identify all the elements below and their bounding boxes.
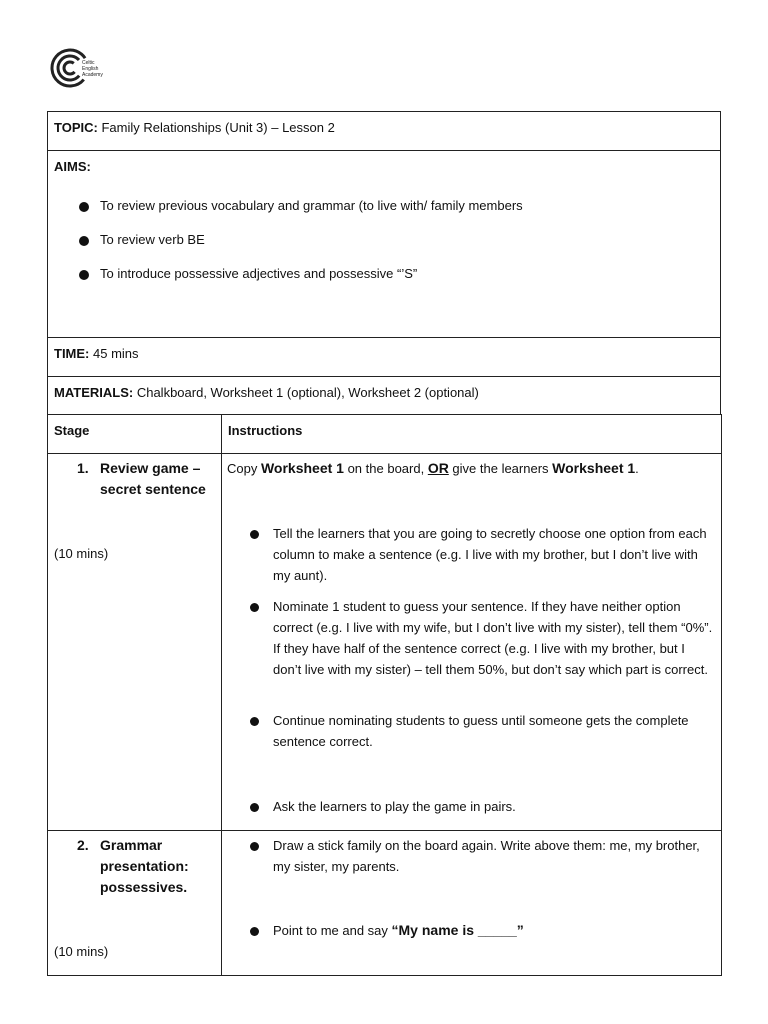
stage1-title-line2: secret sentence: [100, 481, 206, 497]
instructions-header-cell: [222, 415, 722, 454]
stage1-intro: Copy Worksheet 1 on the board, OR give the learners Worksheet 1.: [227, 460, 639, 476]
instructions-header: Instructions: [228, 423, 303, 438]
topic-label: TOPIC:: [54, 120, 98, 135]
bullet-icon: [79, 270, 89, 280]
time-label: TIME:: [54, 346, 90, 361]
stage1-title-line1: Review game –: [100, 460, 201, 476]
stage2-last-bullet: Point to me and say “My name is _____”: [273, 922, 524, 938]
materials-row: [47, 376, 721, 415]
bullet-icon: [250, 842, 259, 851]
stage2-title-line3: possessives.: [100, 879, 188, 895]
stage2-duration: (10 mins): [54, 944, 109, 959]
stage1-duration: (10 mins): [54, 546, 109, 561]
materials-value: Chalkboard, Worksheet 1 (optional), Worksheet 2 (optional): [136, 385, 479, 400]
stage2-title-line2: presentation:: [100, 858, 189, 874]
bullet-icon: [250, 717, 259, 726]
time-row: [47, 337, 721, 377]
aim-item: To introduce possessive adjectives and possessive “’S”: [100, 266, 418, 281]
bullet-icon: [250, 603, 259, 612]
bullet-icon: [250, 530, 259, 539]
logo-text: Celtic English Academy: [82, 60, 103, 78]
topic-row: [47, 111, 721, 151]
stage2-bullet: Draw a stick family on the board again. Write above them: me, my brother, my sister, my parents.: [273, 838, 700, 874]
stage2-number: 2.: [77, 837, 89, 853]
bullet-icon: [79, 202, 89, 212]
stage1-bullet: Ask the learners to play the game in pairs.: [273, 799, 516, 814]
time-value: 45 mins: [93, 346, 139, 361]
topic-value: Family Relationships (Unit 3) – Lesson 2: [101, 120, 335, 135]
materials-label: MATERIALS:: [54, 385, 134, 400]
stage1-number: 1.: [77, 460, 89, 476]
bullet-icon: [250, 803, 259, 812]
stage-header-cell: [48, 415, 222, 454]
bullet-icon: [250, 927, 259, 936]
aims-label: AIMS:: [54, 159, 91, 174]
bullet-icon: [79, 236, 89, 246]
stage1-bullet: Nominate 1 student to guess your sentence. If they have neither option correct (e.g. I live with my wife, but I don’t live with my sister), tell them “0%”. If they have half of the sentence correct (e.g. I live with my brother, but I don’t live with my sister) – tell them 50%, but don’t say which part is correct.: [273, 599, 713, 677]
aim-item: To review previous vocabulary and grammar (to live with/ family members: [100, 198, 523, 213]
stage1-bullet: Tell the learners that you are going to secretly choose one option from each column to make a sentence (e.g. I live with my brother, but I don’t live with my aunt).: [273, 526, 707, 583]
stage1-bullet: Continue nominating students to guess until someone gets the complete sentence correct.: [273, 713, 689, 749]
stage-header: Stage: [54, 423, 90, 438]
stage1-cell: [48, 454, 222, 831]
aim-item: To review verb BE: [100, 232, 205, 247]
stage2-title-line1: Grammar: [100, 837, 163, 853]
